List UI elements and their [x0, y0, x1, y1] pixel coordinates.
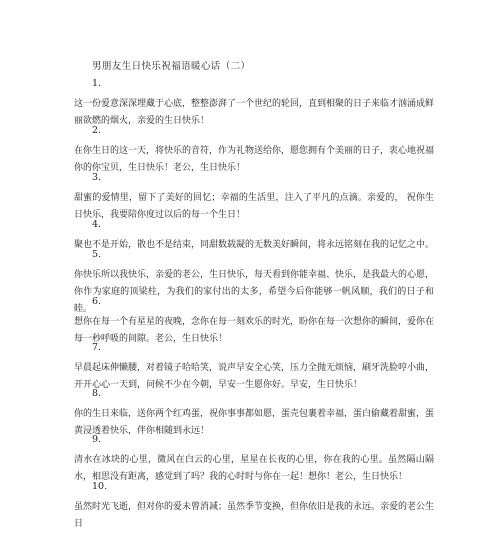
item-text: 在你生日的这一天，将快乐的音符，作为礼物送给你，愿您拥有个美丽的日子，衷心地祝福你的你宝贝，生日快乐！老公，生日快乐！ — [74, 146, 435, 173]
item-number: 1. — [92, 78, 102, 89]
item-text: 虽然时光飞逝，但对你的爱未曾消减；虽然季节变换，但你依旧是我的永远。亲爱的老公生日 — [74, 502, 435, 529]
item-text: 你快乐所以我快乐，亲爱的老公，生日快乐，每天看到你能幸福、快乐，是我最大的心愿，你作为家庭的顶梁柱，为我们的家付出的太多，希望今后你能够一帆风顺，我们的日子和睦。 — [74, 270, 435, 314]
item-number: 6. — [92, 296, 102, 307]
document-title: 男朋友生日快乐祝福语暖心话（二） — [92, 61, 251, 72]
item-text: 你的生日来临，送你两个红鸡蛋，祝你事事都如愿，蛋壳包裹着幸福，蛋白偷藏着甜蜜，蛋黄浸透着快乐，伴你相随到永远！ — [74, 409, 435, 436]
list-item — [74, 481, 434, 533]
item-number: 9. — [92, 434, 102, 445]
item-number: 8. — [92, 388, 102, 399]
item-number: 5. — [92, 249, 102, 260]
item-number: 10. — [92, 481, 108, 492]
item-text: 早晨起床伸懒腰，对着镜子哈哈笑，说声早安全心笑，压力全抛无烦恼，刷牙洗脸哼小曲，开开心心一天到，问候不少在今朝，早安一生愿你好。早安，生日快乐！ — [74, 363, 435, 390]
list-item — [74, 434, 434, 486]
list-item — [74, 125, 434, 177]
list-item — [74, 388, 434, 440]
list-item — [74, 78, 434, 130]
item-text: 清水在冰块的心里，微风在白云的心里，星星在长夜的心里，你在我的心里。虽然隔山隔水，相思没有距离，感觉到了吗？我的心时时与你在一起！想你！老公，生日快乐！ — [74, 455, 434, 482]
item-text: 甜蜜的爱情里，留下了美好的回忆；幸福的生活里，注入了平凡的点滴。亲爱的， 祝你生日快乐，我要陪你度过以后的每一个生日！ — [74, 193, 434, 220]
item-number: 7. — [92, 342, 102, 353]
list-item — [74, 342, 434, 394]
item-text: 想你在每一个有星星的夜晚，念你在每一刻欢乐的时光，盼你在每一次想你的瞬间，爱你在每一秒呼吸的间隙。老公，生日快乐！ — [74, 317, 435, 344]
item-number: 3. — [92, 172, 102, 183]
list-item — [74, 172, 434, 224]
item-text: 这一份爱意深深埋藏于心底，整整澎湃了一个世纪的轮回，直到相聚的日子来临才汹涌成鲜丽欲燃的烟火，亲爱的生日快乐！ — [74, 99, 435, 126]
item-number: 4. — [92, 219, 102, 230]
list-item — [74, 296, 434, 348]
item-text: 聚也不是开始，散也不是结束，同甜数载凝的无数美好瞬间，将永远铭刻在我的记忆之中。 — [74, 240, 435, 250]
item-number: 2. — [92, 125, 102, 136]
